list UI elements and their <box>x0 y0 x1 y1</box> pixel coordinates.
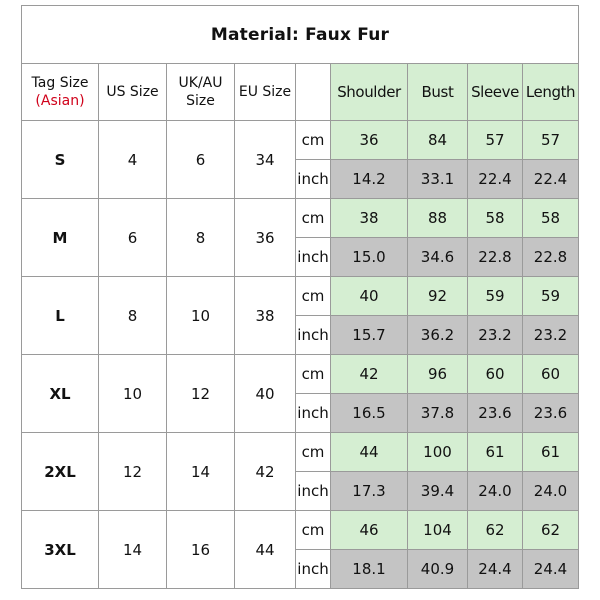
unit-inch-cell: inch <box>296 316 331 355</box>
unit-cm-cell: cm <box>296 277 331 316</box>
length-cm-cell: 58 <box>523 199 579 238</box>
tag-size-cell: XL <box>22 355 99 433</box>
eu-size-cell: 44 <box>235 511 296 589</box>
header-row <box>22 64 579 121</box>
shoulder-cm-cell: 42 <box>331 355 408 394</box>
table-row <box>22 277 579 316</box>
unit-cm-cell: cm <box>296 511 331 550</box>
eu-size-cell: 40 <box>235 355 296 433</box>
sleeve-inch-cell: 22.4 <box>468 160 523 199</box>
bust-inch-cell: 33.1 <box>408 160 468 199</box>
header-uk-au-size <box>167 64 235 121</box>
sleeve-cm-cell: 58 <box>468 199 523 238</box>
size-chart-table <box>21 5 579 589</box>
sleeve-cm-cell: 57 <box>468 121 523 160</box>
bust-cm-cell: 104 <box>408 511 468 550</box>
eu-size-cell: 38 <box>235 277 296 355</box>
bust-cm-cell: 100 <box>408 433 468 472</box>
bust-cm-cell: 88 <box>408 199 468 238</box>
sleeve-inch-cell: 23.2 <box>468 316 523 355</box>
length-inch-cell: 22.4 <box>523 160 579 199</box>
length-cm-cell: 61 <box>523 433 579 472</box>
sleeve-cm-cell: 61 <box>468 433 523 472</box>
eu-size-cell: 36 <box>235 199 296 277</box>
eu-size-cell: 42 <box>235 433 296 511</box>
length-inch-cell: 24.4 <box>523 550 579 589</box>
bust-inch-cell: 39.4 <box>408 472 468 511</box>
length-cm-cell: 60 <box>523 355 579 394</box>
unit-inch-cell: inch <box>296 394 331 433</box>
tag-size-cell: M <box>22 199 99 277</box>
shoulder-cm-cell: 46 <box>331 511 408 550</box>
shoulder-cm-cell: 44 <box>331 433 408 472</box>
length-inch-cell: 24.0 <box>523 472 579 511</box>
header-uk-au-line2: Size <box>186 93 215 109</box>
bust-cm-cell: 92 <box>408 277 468 316</box>
shoulder-cm-cell: 38 <box>331 199 408 238</box>
tag-size-cell: L <box>22 277 99 355</box>
header-eu-size: EU Size <box>235 64 296 121</box>
uk-au-size-cell: 6 <box>167 121 235 199</box>
sleeve-inch-cell: 23.6 <box>468 394 523 433</box>
shoulder-inch-cell: 16.5 <box>331 394 408 433</box>
us-size-cell: 12 <box>99 433 167 511</box>
uk-au-size-cell: 10 <box>167 277 235 355</box>
tag-size-cell: 3XL <box>22 511 99 589</box>
length-cm-cell: 59 <box>523 277 579 316</box>
us-size-cell: 10 <box>99 355 167 433</box>
us-size-cell: 4 <box>99 121 167 199</box>
uk-au-size-cell: 14 <box>167 433 235 511</box>
bust-inch-cell: 37.8 <box>408 394 468 433</box>
table-title: Material: Faux Fur <box>22 6 579 64</box>
shoulder-inch-cell: 18.1 <box>331 550 408 589</box>
sleeve-cm-cell: 59 <box>468 277 523 316</box>
table-row <box>22 355 579 394</box>
sleeve-inch-cell: 24.0 <box>468 472 523 511</box>
header-uk-au-line1: UK/AU <box>178 75 223 91</box>
bust-inch-cell: 40.9 <box>408 550 468 589</box>
uk-au-size-cell: 12 <box>167 355 235 433</box>
bust-inch-cell: 36.2 <box>408 316 468 355</box>
us-size-cell: 8 <box>99 277 167 355</box>
bust-cm-cell: 96 <box>408 355 468 394</box>
unit-cm-cell: cm <box>296 199 331 238</box>
table-row <box>22 199 579 238</box>
shoulder-cm-cell: 40 <box>331 277 408 316</box>
length-inch-cell: 23.6 <box>523 394 579 433</box>
sleeve-inch-cell: 24.4 <box>468 550 523 589</box>
unit-cm-cell: cm <box>296 355 331 394</box>
header-unit-blank <box>296 64 331 121</box>
title-row <box>22 6 579 64</box>
bust-inch-cell: 34.6 <box>408 238 468 277</box>
tag-size-cell: 2XL <box>22 433 99 511</box>
header-us-size: US Size <box>99 64 167 121</box>
sleeve-cm-cell: 60 <box>468 355 523 394</box>
us-size-cell: 6 <box>99 199 167 277</box>
length-inch-cell: 23.2 <box>523 316 579 355</box>
eu-size-cell: 34 <box>235 121 296 199</box>
us-size-cell: 14 <box>99 511 167 589</box>
header-bust: Bust <box>408 64 468 121</box>
unit-inch-cell: inch <box>296 238 331 277</box>
unit-inch-cell: inch <box>296 472 331 511</box>
length-inch-cell: 22.8 <box>523 238 579 277</box>
unit-inch-cell: inch <box>296 160 331 199</box>
table-row <box>22 433 579 472</box>
header-tag-size <box>22 64 99 121</box>
shoulder-inch-cell: 14.2 <box>331 160 408 199</box>
shoulder-inch-cell: 17.3 <box>331 472 408 511</box>
shoulder-cm-cell: 36 <box>331 121 408 160</box>
header-shoulder: Shoulder <box>331 64 408 121</box>
sleeve-inch-cell: 22.8 <box>468 238 523 277</box>
bust-cm-cell: 84 <box>408 121 468 160</box>
length-cm-cell: 62 <box>523 511 579 550</box>
unit-inch-cell: inch <box>296 550 331 589</box>
unit-cm-cell: cm <box>296 433 331 472</box>
shoulder-inch-cell: 15.7 <box>331 316 408 355</box>
uk-au-size-cell: 16 <box>167 511 235 589</box>
shoulder-inch-cell: 15.0 <box>331 238 408 277</box>
sleeve-cm-cell: 62 <box>468 511 523 550</box>
header-asian-label: (Asian) <box>35 93 85 109</box>
tag-size-cell: S <box>22 121 99 199</box>
table-row <box>22 121 579 160</box>
uk-au-size-cell: 8 <box>167 199 235 277</box>
unit-cm-cell: cm <box>296 121 331 160</box>
length-cm-cell: 57 <box>523 121 579 160</box>
table-row <box>22 511 579 550</box>
header-tag-size-label: Tag Size <box>31 75 89 91</box>
header-length: Length <box>523 64 579 121</box>
header-sleeve: Sleeve <box>468 64 523 121</box>
